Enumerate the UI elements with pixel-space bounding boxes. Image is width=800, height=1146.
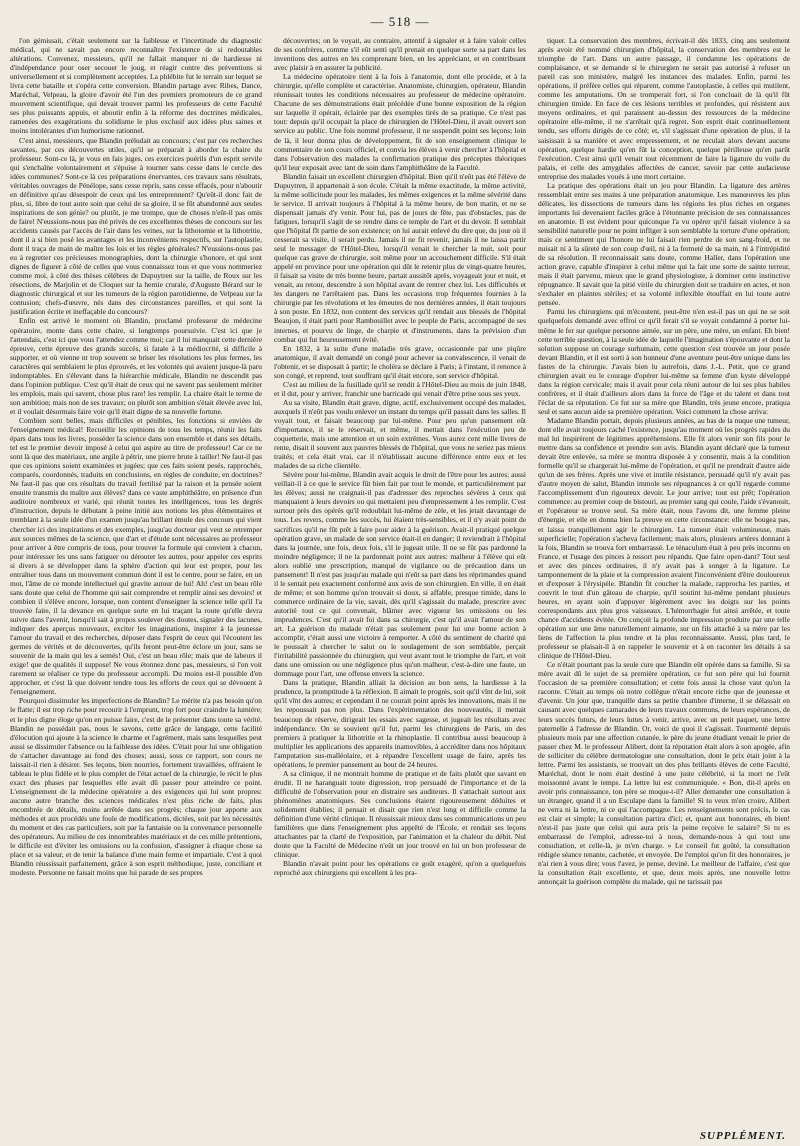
paragraph: Madame Blandin portait, depuis plusieurs années, au bas de la nuque une tumeur, dont elle avait toujours caché l'existence, jusqu'au moment où les progrès rapides du mal lui inspirèrent de légitimes appréhensions. Elle fit alors venir son fils pour le mettre dans sa confidence et prendre son avis. Blandin ayant déclaré que la tumeur devait être enlevée, sa mère se montra disposée à y consentir, mais à la condition formelle qu'il se chargerait lui-même de l'opération, et qu'il ne prendrait d'autre aide qu'un de ses frères. Après une vive et inutile résistance, persuadé qu'il n'y avait pas d'autre moyen de salut, Blandin immole ses répugnances à ce qu'il regarde comme l'accomplissement d'un rigoureux devoir. Le jour arrive; tout est prêt; l'opération commence: au premier coup de bistouri, au premier sang qui coule, l'aide s'évanouit, et l'opérateur se trouve seul. Sa mère était, nous l'avons dit, une femme pleine d'énergie, et elle en donna bien la preuve en cette circonstance: elle ne bougea pas, et laissa tranquillement agir le chirurgien. La tumeur était volumineuse, mais superficielle; l'opération s'acheva facilement; mais alors, plusieurs artères donnant à la fois, Blandin se trouva fort embarrassé. Le ténaculum était à peu près inconnu en France, et l'usage des pinces à ressort peu répandu. Que faire open-dant? Tout seul et avec des pinces ordinaires, il n'y avait pas à songer à la ligature. Le tamponnement de la plaie et la compression avaient l'inconvénient d'être douloureux et d'exposer à l'érysipèle. Blandin fit coucher la malade, rapprocha les parties, et couvrit le tout d'un gâteau de charpie, qu'il soutint lui-même pendant plusieurs heures, en ayant soin d'appuyer légèrement avec les doigts sur les points correspondants aux plus gros vaisseaux. L'hémorrhagie fut ainsi arrêtée, et toute chance d'accidents évitée. On conçoit la profonde impression produite par une telle opération sur une âme naturellement aimante, sur un fils attaché à sa mère par les liens de l'affection la plus tendre et la plus reconnaissante. Aussi, plus tard, le professeur se plaisait-il à en rappeler le souvenir et à en raconter les détails à sa clinique de l'Hôtel-Dieu.	[538, 415, 790, 661]
paragraph: Sévère pour lui-même, Blandin avait acquis le droit de l'être pour les autres: aussi veillait-il à ce que le service fût bien fait par tout le monde, et particulièrement par les élèves; aussi ne craignait-il pas d'adresser des reproches sévères à ceux qui manquaient à leurs devoirs ou qui mettaient peu d'empressement à les remplir. C'est surtout près des opérés qu'il redoublait lui-même de zèle, et les jetait davantage de tous. Les revers, comme les succès, lui étaient très-sensibles, et il n'y avait point de sacrifices qu'il ne fût prêt à faire pour aider à la guérison. Avait-il pratiqué quelque opération grave, un malade de son service était-il en danger; il reviendrait à l'hôpital dans la journée, une fois, deux fois, s'il le jugeait utile. Il ne se fût pas pardonné la moindre négligence; il ne la pardonnait point aux autres: malheur à l'élève qui eût alors oublié une prescription, manqué de vigilance ou de précaution dans un pansement! Il n'est pas jusqu'au malade qui n'eût sa part dans les réprimandes quand il le sentait peu exactement conformé aux avis de son chirurgien. En ville, il en était de même; et son homme qu'on trouvait si doux, si affable, presque timide, dans le commerce ordinaire de la vie, savait, dès qu'il s'agissait du malade, prescrire avec autorité tout ce qui convenait, blâmer avec vigueur les omissions ou les imprudences. C'est qu'il avait foi dans sa chirurgie, c'est qu'il avait l'amour de son art. La guérison du malade n'était pas seulement pour lui une bonne action à accomplir, c'était aussi une victoire à remporter. A côté du sentiment de charité qui le poussait à chercher le salut ou le soulagement de son semblable, perçait l'irritabilité passionnée du chirurgien, qui veut avant tout le triomphe de l'art, et voit dans une omission ou une négligence plus qu'un malheur, c'est-à-dire une faute, un dommage pour l'art, une offense envers la science.	[274, 470, 526, 679]
column-left	[10, 36, 262, 1134]
column-right	[538, 36, 790, 1134]
supplement-footer: SUPPLÉMENT.	[699, 1130, 786, 1142]
paragraph: A sa clinique, il ne montrait homme de pratique et de faits plutôt que savant en érudit. Il ne haranguait toute digression, trop persuadé de l'importance et de la difficulté de l'observation pour en distraire ses auditeurs. Il s'attachait surtout aux phénomènes anatomiques. Ses conclusions étaient rigoureusement déduites et solidement établies; il pensait et disait que rien n'est long et difficile comme la définition d'une vérité clinique. Il réussissait mieux dans ses communications un peu familières que dans l'enseignement plus apprêté de l'École, et rendait ses leçons attachantes par la clarté de l'exposition, par l'animation et la chaleur du débit. Nul doute que la Faculté de Médecine n'eût un jour trouvé en lui un bon professeur de clinique.	[274, 768, 526, 860]
paragraph: Dans la pratique, Blandin alliait la décision au bon sens, la hardiesse à la prudence, la promptitude à la réflexion. Il aimait le progrès, soit qu'il vînt de lui, soit qu'il vînt des autres; et cependant il ne courait point après les innovations, mais il ne les repoussait pas non plus. Dans l'expérimentation des nouveautés, il mettait beaucoup de réserve, dirigeait les essais avec sagesse, et jugeait les résultats avec indépendance. On se souvient qu'il fut, parmi les chirurgiens de Paris, un des premiers à pratiquer la lithotritie et la rhinoplastie. Il contribua aussi beaucoup à multiplier les applications des appareils inamovibles, à accréditer dans nos hôpitaux l'amputation sus-malléolaire, et à répandre l'excellent usage de faire, après les opérations, le premier pansement au bout de 24 heures.	[274, 678, 526, 769]
paragraph: Blandin n'avait point pour les opérations ce goût exagéré, qu'on a quelquefois reproché aux chirurgiens qui excellent à les pra-	[274, 859, 526, 878]
paragraph: Au sa visite, Blandin était grave, digne, actif, exclusivement occupé des malades, auxquels il n'eût pas voulu enlever un instant du temps qu'il passait dans les salles. Il voyait tout, et faisait beaucoup par lui-même. Pour peu qu'un pansement eût d'importance, il se le réservait, et même, il mettait dans l'exécution peu de coquetterie, mais une attention et un soin extrêmes. Vous aurez cent mille livres de rente, disait il souvent aux pauvres blessés de l'hôpital, que vous ne seriez pas mieux traités; et cela était vrai, car il n'établissait aucune différence entre eux et les malades de sa riche clientèle.	[274, 397, 526, 471]
paragraph: Blandin faisait un excellent chirurgien d'hôpital. Bien qu'il n'eût pas été l'élève de Dupuytren, il appartenait à son école. C'était la même exactitude, la même activité, la même sollicitude pour les malades, les mêmes exigences et la même sévérité dans le service. Il arrivait toujours à l'hôpital à la même heure, de bon matin, et ne se dispensait jamais d'y venir. Pour lui, pas de jours de fête, pas d'obstacles, pas de fatigues, lorsqu'il s'agit de se rendre dans ce temple de l'art et du devoir. Il semblait que l'hôpital fît partie de son existence; on lui aurait enlevé du dire que, du jour où il cesserait sa visite, il serait perdu. Jamais il ne fit revenir, jamais il ne laissa partir seul le messager de l'Hôtel-Dieu, lorsqu'il venait le chercher la nuit, soit pour quelque cas grave de chirurgie, soit même pour un accouchement difficile. S'il était appelé en province pour une opération qui dût le retenir plus de vingt-quatre heures, il faisait sa visite de très bonne heure, partait aussitôt après, voyageait jour et nuit, et venait, au retour, descendre à son hôpital avant de rentrer chez lui. Les difficultés et les dangers ne l'arrêtaient pas. Dans les occasions trop fréquentes fournies à la chirurgie par les révolutions et les émeutes de nos dernières années, il était toujours à son poste. En 1832, non content des services qu'il rendait aux blessés de l'hôpital Beaujon, il était parti pour Rambouillet avec le peuple de Paris, accompagné de ses internes, et pourvu de linge, de charpie et d'instruments, dans la prévision d'un combat qui fut heureusement évité.	[274, 171, 526, 344]
page-number: — 518 —	[370, 14, 430, 29]
paragraph: Pourquoi dissimuler les imperfections de Blandin? Le mérite n'a pas besoin qu'on le flatte; il est trop riche pour recourir à l'emprunt, trop fort pour craindre la lumière; et le plus digne éloge qu'on en puisse faire, c'est de le présenter dans toute sa vérité. Blandin ne possédait pas, nous le savons, cette grâce de langage, cette facilité d'élocution qui ajoute à la science le charme et l'agrément, mais sans lesquelles peut aussi se dissimuler l'absence ou la faiblesse des idées. C'était pour lui une obligation de s'attacher davantage au fond des choses; aussi, sous ce rapport, son cours ne laissait-il rien à désirer. Ses leçons, bien nourries, fortement travaillées, offraient le tableau le plus fidèle et le plus complet de l'état actuel de la chirurgie, le récit le plus exact des phases par lesquelles elle avait dû passer pour atteindre ce point. L'enseignement de la médecine opératoire a des exigences qui lui sont propres: aucune autre branche des sciences médicales n'est plus riche de faits, plus encombrée de détails, moins arrêtée dans ses progrès; chaque jour apporte aux méthodes et aux procédés une foule de modifications, dictées, soit par les nécessités du moment et des cas particuliers, soit par la fantaisie ou la convenance personnelle des opérateurs. Au milieu de ces innombrables matériaux et de ces mille prétentions, le difficile est d'éviter les omissions ou la confusion, d'assigner à chaque chose sa place et sa valeur, et de tenir la balance d'une main ferme et impartiale. C'est à quoi Blandin réussissait parfaitement, grâce à son esprit méthodique, juste, conciliant et modeste. Personne ne faisait moins que lui parade de ses propres	[10, 696, 262, 878]
text-columns	[10, 36, 790, 1134]
paragraph: La pratique des opérations était un jeu pour Blandin. La ligature des artères ressemblait entre ses mains à une préparation anatomique. Les manœuvres les plus délicates, les dissections de tumeurs dans les régions les plus riches en organes importants lui devenaient faciles grâce à l'étonnante précision de ses connaissances en anatomie. Il est évident pour quiconque l'a vu opérer qu'il faisait violence à sa sensibilité naturelle pour ne point infliger à son semblable la torture d'une opération; mais ce sentiment qui l'honore ne lui faisait rien perdre de son sang-froid, et ne nuisait ni à la sûreté de son coup d'œil, ni à la fermeté de sa main, ni à l'intrépidité de sa résolution. Il reconnaissait sans doute, comme Haller, dans l'opération une action grave, capable d'inspirer à celui même qui la fait une sorte de sainte terreur, mais il était parvenu, mieux que le grand physiologiste, à dominer cette instinctive répugnance. Il savait que la pitié virile du chirurgien doit se traduire en actes, et non s'exhaler en plaintes stériles; et sa volonté inflexible étouffait en lui toute autre pensée.	[538, 180, 790, 308]
paragraph: Ce n'était pourtant pas la seule cure que Blandin eût opérée dans sa famille. Si sa mère avait dû le sujet de sa première opération, ce fut son père qui lui fournit l'occasion de sa première consultation; et cette fois aussi la chose vaut qu'on la raconte. C'était au temps où notre collègue n'était encore riche que de jeunesse et d'avenir. Un jour que, tranquille dans sa petite chambre d'interne, il se délassait en causant avec quelques camarades de leurs travaux communs, de leurs espérances, de leurs succès futurs, de leurs luttes à venir, arrive, avec un petit paquet, une lettre paternelle à l'adresse de Blandin. Or, voici de quoi il s'agissait. Tourmenté depuis plusieurs mois par une affection cutanée, le père du jeune étudiant venait le prier de passer chez M. le professeur Alibert, dont la réputation était alors à son apogée, afin de solliciter du célèbre dermatologue une consultation, dont le prix était joint à la lettre. Parmi les assistants, se trouvait un des plus brillants élèves de cette Faculté, Maréchal, dont le nom était destiné à une juste célébrité, si la mort ne l'eût moissonné avant le temps. La lettre lui est communiquée. « Bon, dit-il après en avoir pris connaissance, ton père se moque-t-il? Aller demander une consultation à un étranger, quand il a un Esculape dans la famille! Si tu veux m'en croire, Alibert ne verra ni la lettre, ni ce qui l'accompagne. Les renseignements sont précis, le cas est clair et simple; la consultation partira d'ici; et, quant aux honoraires, eh bien! n'est-il pas juste que celui qui aura pris la peine reçoive le salaire? Si tu es embarrassé de l'emploi, adresse-toi à nous, demande-nous à qui tout une consultation, et celle-là, je m'en charge. » Le conseil fut goûté, la consultation rédigée séance tenante, cachetée, et envoyée. De l'emploi qu'on fit des honoraires, je n'ai rien à vous dire; vous l'avez, je pense, deviné. Le meilleur de l'affaire, c'est que la consultation était excellente, et que, deux mois après, une nouvelle lettre annonçait la guérison complète du malade, qui ne tarissait pas	[538, 660, 790, 887]
paragraph: En 1832, à la suite d'une maladie très grave, occasionnée par une piqûre anatomique, il avait demandé un congé pour achever sa convalescence, il venait de l'obtenir, et se disposait à partir; le choléra se déclare à Paris; à l'instant, il renonce à son congé, et reprend, tout souffrant qu'il était encore, son service d'hôpital.	[274, 343, 526, 380]
paragraph: Combien sont belles, mais difficiles et pénibles, les fonctions si enviées de l'enseignement médical! Recueillir les opinions de tous les temps, réunir les faits épars dans tous les livres, posséder la science dans son ensemble et dans ses détails, tel est le premier devoir imposé à celui qui aspire au titre de professeur! Car ce ne sont là que des matériaux, une argile à pétrir, une pierre brute à tailler! Ne faut-il pas que ces opinions soient examinées et jugées; que ces faits soient pesés, rapprochés, comparés, coordonnés, traduits en conclusions, en règles de conduite, en doctrines? Ne faut-il pas que ces résultats du travail fertilisé par la raison et la pensée soient ensuite transmis du maître aux élèves? dans ce vaste amphithéâtre, en présence d'un auditoire nombreux et varié, qui réunit toutes les intelligences, tous les degrés d'instruction, depuis le débutant à peine initié aux notions les plus élémentaires et tremblant à la seule idée d'un examen jusqu'au brillant émule des concours qui vient chercher ici des inspirations et des exemples, jusqu'au docteur qui veut se retremper aux sources mêmes de la science, que d'art et d'étude sont nécessaires au professeur pour arriver à être compris de tous, pour trouver la formule qui convient à chacun, pour intéresser les uns sans fatiguer ou dérouter les autres, pour appeler ces esprits si divers à se développer dans la sphère d'action qui leur est propre, pour les entraîner tous dans un mouvement commun dont il est le centre, pour se faire, en un mot, l'âme de ce monde intellectuel qui gravite autour de lui! Ah! c'est un beau rôle sans doute que celui de l'homme qui sait comprendre et remplir ainsi ses devoirs! et combien il s'élève encore, lorsque, non content d'enseigner la science telle qu'il l'a trouvée faite, il la devance en quelque sorte en lui traçant la route qu'elle devra suivre dans l'avenir, lorsqu'il sait à propos soulever des doutes, signaler des lacunes, indiquer des aperçus nouveaux, exciter les imaginations, inspirer à la jeunesse l'amour du travail et des recherches, déposer dans l'esprit de ceux qui l'écoutent les germes de vérités et de découvertes, qu'ils feront peut-être éclore un jour, sans se souvenir de la main qui les a semés! Oui, c'est un beau rôle; mais que de labeurs il exige! que de qualités il suppose! Ne vous étonnez donc pas, messieurs, si l'on voit rarement se réaliser ce type du professeur accompli. Du moins est-il possible d'en approcher, et c'est là que doivent tendre tous les efforts de ceux qui se dévouent à l'enseignement.	[10, 415, 262, 697]
paragraph: découvertes; on le voyait, au contraire, attentif à signaler et à faire valoir celles de ses confrères, comme s'il eût senti qu'il prenait en quelque sorte sa part dans les inventions des autres en les comprenant bien, en les appréciant, et en contribuant avec plaisir à en assurer la publicité.	[274, 36, 526, 73]
column-middle	[274, 36, 526, 1134]
paragraph: Enfin est arrivé le moment où Blandin, proclamé professeur de médecine opératoire, monte dans cette chaire, si longtemps poursuivie. C'est ici que je l'attendais, c'est ici que vous l'attendez comme moi; car il lui manquait cette dernière épreuve, cette épreuve des grands succès, si fatale à la médiocrité, si difficile à supporter, et où vienne nt trop souvent se briser les résolutions les plus fermes, les caractères qui semblaient le plus éprouvés, et les volontés qui avaient jusque-là paru indomptables. En s'élevant dans la hiérarchie médicale, Blandin ne descendit pas dans l'opinion publique. C'est qu'il était de ceux qui ne savent pas seulement mériter les emplois, mais qui savent, chose plus rare! les remplir. La chaire était le terme de son ambition; mais non de ses travaux; ou plutôt son ambition s'était élevée avec lui, et il voulait désormais faire voir qu'il était digne de sa nouvelle fortune.	[10, 316, 262, 416]
paragraph: La médecine opératoire tient à la fois à l'anatomie, dont elle procède, et à la chirurgie, qu'elle complète et caractérise. Anatomiste, chirurgien, opérateur, Blandin réunissait toutes les conditions nécessaires au professeur de médecine opératoire. Chacune de ses démonstrations était précédée d'une bonne exposition de la région sur laquelle il opérait, éclairée par des exemples tirés de sa pratique. Ce n'est pas tout: depuis qu'il occupait la place de chirurgien de l'Hôtel-Dieu, il avait ouvert son service au public. Une fois nommé professeur, il ne suspendit point ses leçons; loin de là, il leur donna plus de développement, fit de son enseignement clinique le commentaire de son cours officiel, et convia les élèves à venir chercher à l'hôpital et dans l'observation des malades la confirmation pratique des préceptes théoriques qu'il leur exposait avec tant de soin dans l'amphithéâtre de la Faculté.	[274, 72, 526, 172]
paragraph: tiquer. La conservation des membres, écrivait-il dès 1833, cinq ans seulement après avoir été nommé chirurgien d'hôpital, la conservation des membres est le triomphe de l'art. Dans un autre passage, il condamne les opérations de complaisance, et se demande si le chirurgien ne serait pas autorisé à refuser un pareil cas son ministère, malgré les instances des malades. Enfin, parmi les opérations, il préfère celles qui réparent, comme l'autoplastie, à celles qui mutilent, comme les amputations. On se tromperait fort, si l'on concluait de là qu'il fût chirurgien timide. En face de ces lésions terribles et profondes, qui résistent aux moyens ordinaires, et qui paraissent au-dessus des ressources de la médecine opératoire elle-même, il ne s'arrêtait qu'à regret. Son esprit était continuellement tendu, ses efforts dirigés de ce côté; et, s'il s'agissait d'une opération de plus, il la saisissait à sa manière et avec empressement, et ne reculait alors devant aucune opération, quelque hardie qu'en fût la conception, quelque périlleuse qu'en parût l'exécution. C'est ainsi qu'il venait tout récemment de faire la ligature du voile du palais, et celle des amygdales affectées de cancer, savoir par cette audacieuse entreprise des malades voués à une mort certaine.	[538, 36, 790, 181]
paragraph: C'est ainsi, messieurs, que Blandin préludait au concours; c'est par ces recherches savantes, par ces découvertes utiles, qu'il se préparait à aborder la chaire du professeur. Sont-ce là, je vous en fais juges, ces exercices puérils d'un esprit servile qui s'enchaîne volontairement et s'épuise à tourner sans cesse dans le cercle des idées communes? Sont-ce là ces préparations énervantes, ces travaux sans résultats, véritables ouvrages de Pénélope, sans cesse repris, sans cesse effacés, pour n'aboutir en définitive qu'au désespoir de ceux qui les entreprennent? Qu'eût-il donc fait de plus, si, libre de tout autre soin que celui de sa gloire, il se fût abandonné aux seules inspirations de son génie? ou plutôt, je me trompe, que de choses n'eût-il pas omis de faire! N'eussions-nous pas été privés de ces excellentes thèses de concours sur les accidents causés par l'accès de l'air dans les veines, sur la lithotomie et la lithotritie, dont il a si bien posé les avantages et les inconvénients respectifs, sur l'autoplastie, dont il traça de main de maître les lois et les règles générales? N'eussions-nous pas eu à regretter ces précieuses monographies, dont la chirurgie s'honore, et qui sont dignes de figurer à côté de celles que vous connaissez tous et que vous nommeriez comme moi, à côté des thèses célèbres de Dupuytren sur la taille, de Roux sur les résections, de Marjolin et de Cloquet sur la hernie crurale, d'Auguste Bérard sur le diagnostic chirurgical et sur les tumeurs de la région parotidienne, de Velpeau sur la contusion; chefs-d'œuvre, nés dans des circonstances pareilles, et qui sont la justification écrite et ineffaçable du concours?	[10, 135, 262, 317]
paragraph: Parmi les chirurgiens qui m'écoutent, peut-être n'en est-il pas un qui ne se soit quelquefois demandé avec effroi ce qu'il ferait s'il se voyait condamné à porter lui-même le fer sur quelque personne aimée, sur un père, une mère, un enfant. Eh bien! cette terrible question, à la seule idée de laquelle l'imagination s'épouvante et dont la solution suppose un courage surhumain, cette question s'est trouvée un jour posée devant Blandin, et il est sorti à son honneur d'une aventure peut-être unique dans les fastes de la chirurgie. J'avais bien lu autrefois, dans J.-L. Petit, que ce grand chirurgien avait eu le courage d'opérer lui-même sa femme d'un kyste développé dans la région cervicale; mais il avait pour cela réuni autour de lui ses plus habiles confrères, et il était d'ailleurs alors dans la force de l'âge et du talent et dans tout l'éclat de sa réputation. Ce fut sur sa mère que Blandin, très jeune encore, pratiqua seul et sans aucun aide sa première opération. Voici comment la chose arriva:	[538, 307, 790, 416]
paragraph: l'on gémissait, c'était seulement sur la faiblesse et l'incertitude du diagnostic médical, qui ne savait pas encore reconnaître l'existence de si redoutables altérations. Convenez, messieurs, qu'il ne fallait manquer ni de hardiesse ni d'indépendance pour oser secouer le joug, et réagir contre des préventions si universellement et si complètement acceptées. La phlébite fut le terrain sur lequel se livra cette bataille et s'opéra cette conversion. Blandin partage avec Ribes, Dance, Maréchal, Velpeau, la gloire d'avoir été l'un des premiers promoteurs de ce grand mouvement scientifique, qui devait trouver parmi les professeurs de cette Faculté ses plus puissants appuis, et aboutir enfin à la réforme des doctrines médicales, ramenées des exagérations du solidisme le plus exclusif aux idées plus saines et moins intolérantes d'un humorisme rationnel.	[10, 36, 262, 136]
paragraph: C'est au milieu de la fusillade qu'il se rendit à l'Hôtel-Dieu au mois de juin 1848, et il dut, pour y arriver, franchir une barricade qui venait d'être prise sous ses yeux.	[274, 379, 526, 398]
